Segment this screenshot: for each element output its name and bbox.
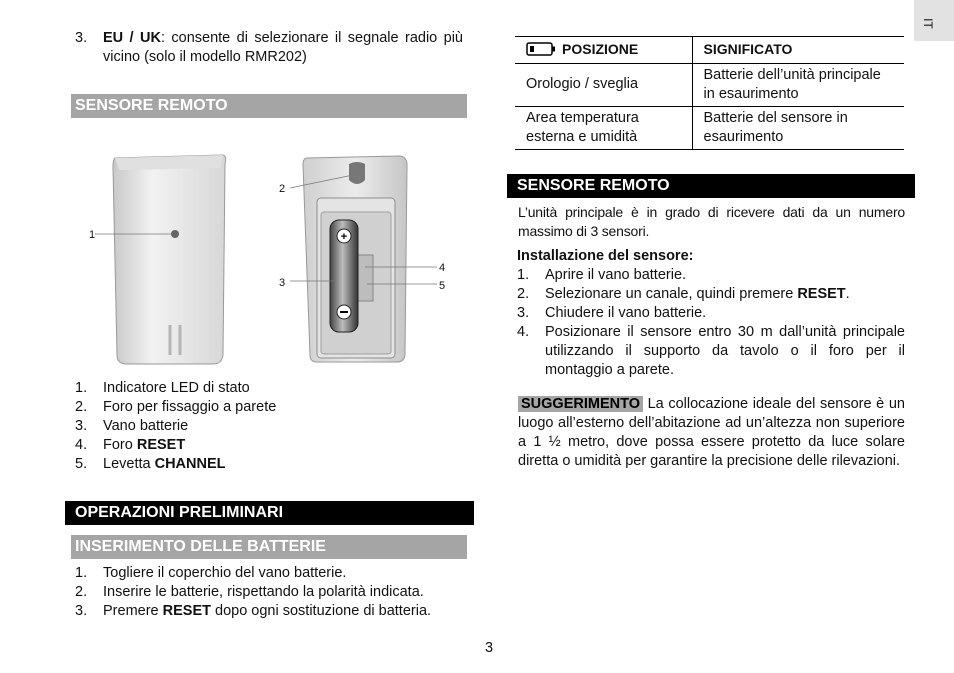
- led-indicator-icon: [171, 230, 179, 238]
- table-cell: Area temperatura esterna e umidità: [515, 107, 692, 150]
- svg-text:+: +: [340, 231, 348, 243]
- list-item: 2. Inserire le batterie, rispettando la polarità indicata.: [75, 584, 424, 600]
- indicator-table: [515, 36, 904, 150]
- section-heading-remote-sensor-right: SENSORE REMOTO: [507, 174, 915, 198]
- battery-low-icon: [526, 42, 556, 56]
- install-title: Installazione del sensore:: [517, 248, 694, 264]
- item-number: 3.: [75, 30, 88, 46]
- section-heading-remote-sensor: SENSORE REMOTO: [71, 94, 467, 118]
- language-tab: [914, 0, 954, 41]
- section-heading-battery-insertion: INSERIMENTO DELLE BATTERIE: [71, 535, 467, 559]
- figure-label-3: 3: [279, 277, 286, 289]
- tip-label: SUGGERIMENTO: [518, 396, 643, 412]
- sensor-illustration: [85, 150, 460, 370]
- list-item: 4. Posizionare il sensore entro 30 m dall’unità principale utilizzando il supporto da tavolo o il foro per il montaggio a parete.: [517, 324, 905, 378]
- table-cell: Batterie del sensore in esaurimento: [692, 107, 904, 150]
- parts-list: [75, 379, 465, 474]
- battery-icon: [330, 220, 358, 332]
- list-item: 1. Togliere il coperchio del vano batterie.: [75, 565, 347, 581]
- sensor-figure: [85, 150, 460, 370]
- table-cell: Orologio / sveglia: [515, 64, 692, 107]
- table-header-row: [515, 37, 904, 64]
- figure-label-2: 2: [279, 183, 286, 195]
- language-tab-label: IT: [920, 18, 935, 29]
- table-row: [515, 107, 904, 150]
- table-row: [515, 64, 904, 107]
- table-header-cell: SIGNIFICATO: [692, 37, 904, 64]
- figure-label-1: 1: [89, 229, 96, 241]
- list-item: 4. Foro RESET: [75, 437, 186, 453]
- list-item: 5. Levetta CHANNEL: [75, 456, 226, 472]
- install-steps-list: [517, 266, 905, 380]
- list-item: 3. Chiudere il vano batterie.: [517, 305, 707, 321]
- page-number: 3: [485, 640, 494, 656]
- list-item: 1. Indicatore LED di stato: [75, 380, 250, 396]
- sensor-back: [290, 156, 437, 362]
- list-item: 1. Aprire il vano batterie.: [517, 267, 687, 283]
- figure-label-5: 5: [439, 280, 446, 292]
- tip-paragraph: [518, 395, 905, 471]
- list-item: 2. Selezionare un canale, quindi premere RESET.: [517, 286, 850, 302]
- list-item: 3. Premere RESET dopo ogni sostituzione di batteria.: [75, 603, 432, 619]
- table-header-cell: POSIZIONE: [515, 37, 692, 64]
- list-item: 3. Vano batterie: [75, 418, 189, 434]
- tip-text: La collocazione ideale del sensore è un luogo all’esterno dell’abitazione ad un’altezza non superiore a 1 ½ metro, dove possa essere protetto da luce solare diretta o umidità per garantire la precisione delle rilevazioni.: [518, 396, 905, 469]
- sensor-front: [95, 155, 226, 364]
- left-item-3: [75, 29, 463, 67]
- section-heading-getting-started: OPERAZIONI PRELIMINARI: [65, 501, 474, 525]
- figure-label-4: 4: [439, 262, 446, 274]
- sensor-intro: L’unità principale è in grado di ricevere dati da un numero massimo di 3 sensori.: [518, 204, 905, 239]
- battery-steps-list: [75, 564, 470, 621]
- item-text: EU / UK: consente di selezionare il segnale radio più vicino (solo il modello RMR202): [103, 30, 463, 65]
- list-item: 2. Foro per fissaggio a parete: [75, 399, 277, 415]
- table-cell: Batterie dell’unità principale in esaurimento: [692, 64, 904, 107]
